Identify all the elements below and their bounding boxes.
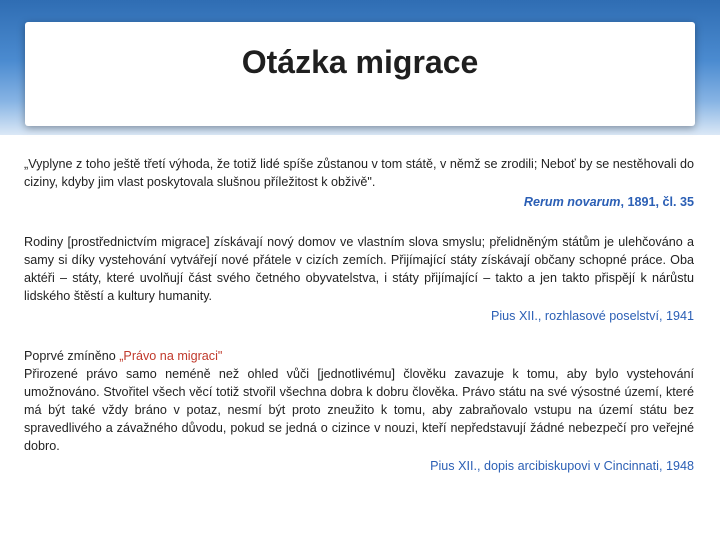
page-title: Otázka migrace	[241, 44, 479, 80]
quote-3-intro	[24, 347, 694, 365]
slide-content	[24, 155, 694, 497]
quote-1-text: „Vyplyne z toho ještě třetí výhoda, že totiž lidé spíše zůstanou v tom státě, v němž se zrodili; Neboť by se nestěhovali do ciziny, kdyby jim vlast poskytovala slušnou příležitost k obživě".	[24, 157, 694, 189]
quote-3-intro-prefix: Poprvé zmíněno	[24, 349, 120, 363]
quote-block-2	[24, 233, 694, 325]
title-box	[25, 22, 695, 126]
quote-3-text: Přirozené právo samo neméně než ohled vůči [jednotlivému] člověku zavazuje k tomu, aby bylo vystehování umožnováno. Stvořitel všech věcí totiž stvořil všechna dobra k dobru člověka. Právo státu na své výsostné území, které má být také vždy bráno v potaz, nesmí být proto zneužito k tomu, aby zabraňovalo vstupu na území státu bez spravedlivého a závažného důvodu, pokud se jedná o cizince v nouzi, kteří nepředstavují žádné nebezpečí pro veřejné dobro.	[24, 367, 694, 453]
quote-2-source: Pius XII., rozhlasové poselství, 1941	[490, 309, 694, 323]
quote-1-source	[24, 193, 694, 211]
quote-1-source-rest: , 1891, čl. 35	[620, 195, 694, 209]
quote-3-intro-highlight: „Právo na migraci"	[119, 349, 223, 363]
quote-1-source-title: Rerum novarum	[523, 195, 621, 209]
quote-2-text: Rodiny [prostřednictvím migrace] získávají nový domov ve vlastním slova smyslu; přelidněným státům je ulehčováno a samy si díky vystehování vytvářejí nové přátele v cizích zemích. Přijímající státy získávají občany schopné práce. Oba aktéři – státy, které uvolňují část svého četného obyvatelstva, i státy přijímající – takto a jen takto přispějí k nárůstu lidského štěstí a kultury humanity.	[24, 235, 694, 303]
quote-block-1	[24, 155, 694, 211]
quote-3-source: Pius XII., dopis arcibiskupovi v Cincinnati, 1948	[430, 459, 694, 473]
quote-block-3	[24, 347, 694, 475]
